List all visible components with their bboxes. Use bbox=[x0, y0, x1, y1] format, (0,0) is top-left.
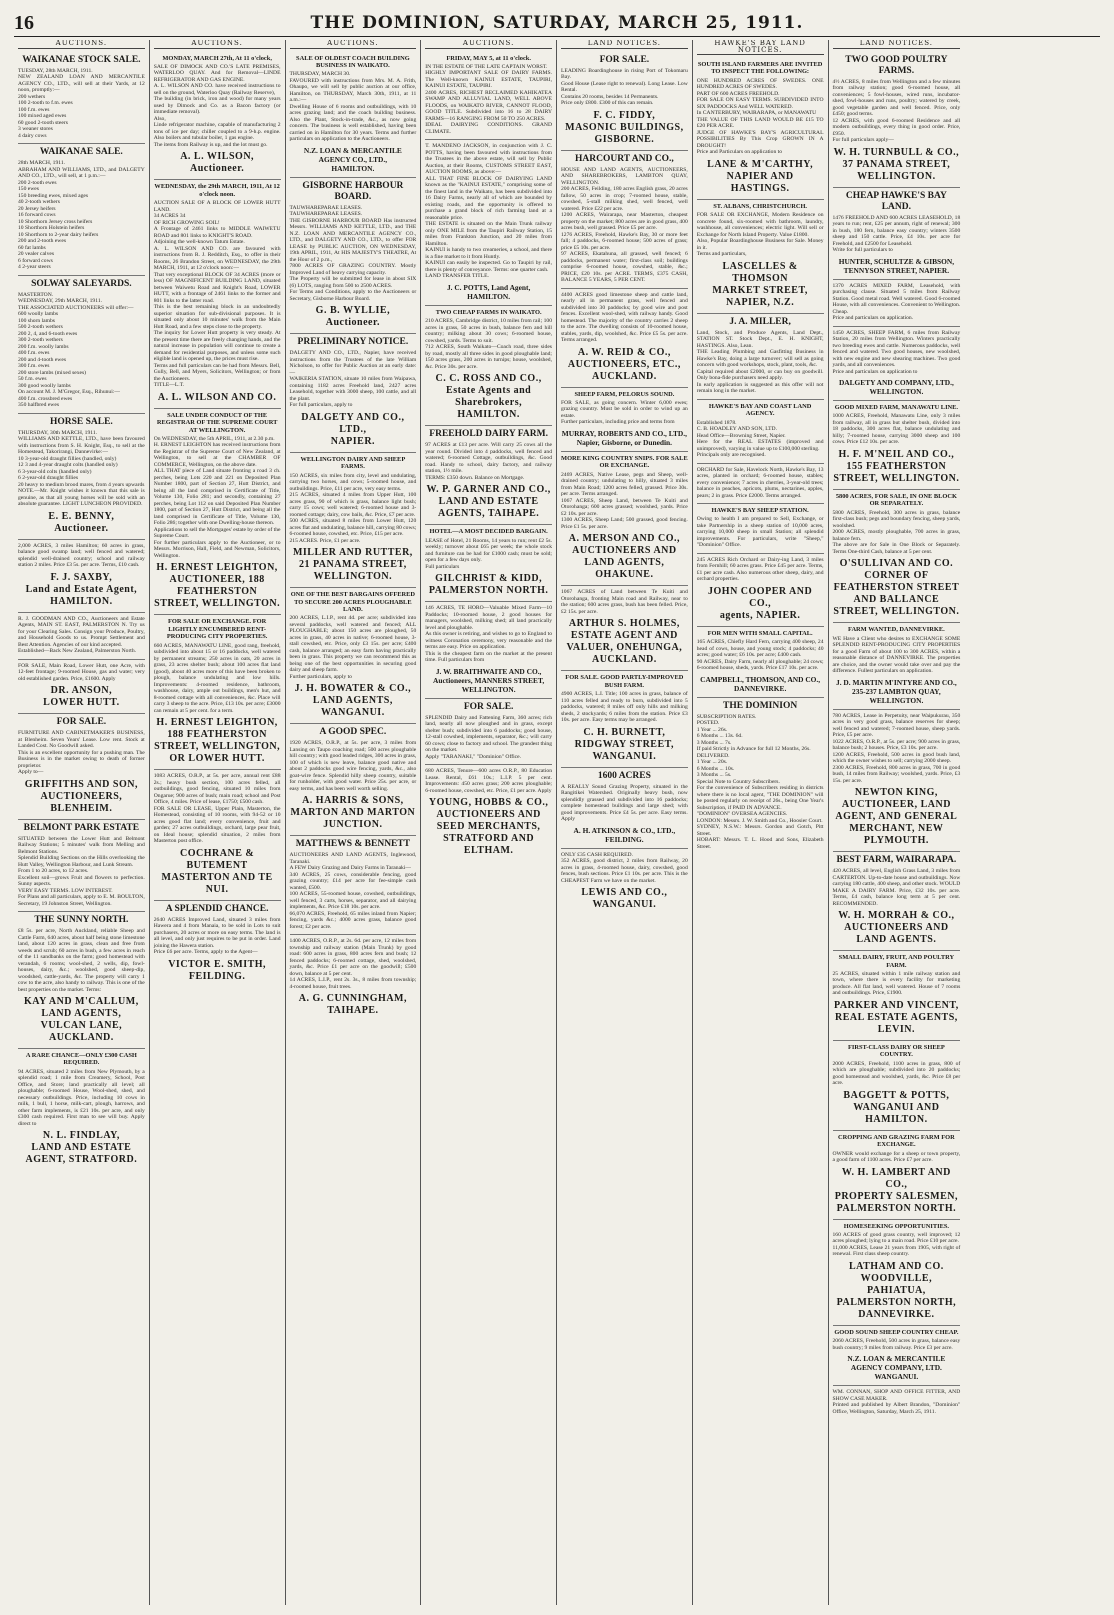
ad-body: ORCHARD for Sale, Havelock North, Hawke's Bay, 13 acres, planted in orchard; 6-roomed house, stables; every convenience; 7 acres in cherries, 3-year-old trees; balance in peaches, apricots, plums, nectarines, apples, pears; 2 in grass. Price £2000. Terms arranged. bbox=[696, 466, 824, 499]
advertiser-name: KAY AND M'CALLUM, LAND AGENTS, VULCAN LANE, AUCKLAND. bbox=[24, 996, 139, 1043]
advertisement bbox=[18, 820, 145, 913]
ad-body: ONLY £35 CASH REQUIRED. 352 ACRES, good district, 2 miles from Railway, 20 acres in grass, 4-roomed house, dairy, cowshed, good fences, bush sections. Price £1 10s. per acre. This is the CHEAPEST Farm we have on the market. bbox=[561, 851, 688, 884]
ad-body: LEASE of Hotel, 21 Rooms, 14 years to run; rent £2 5s. weekly; turnover about £65 per week; the whole stock and furniture can be had for £1000 cash; must be sold; open for a few days only. Full particulars bbox=[425, 537, 552, 570]
ad-heading: SHEEP FARM, PELORUS SOUND. bbox=[574, 390, 675, 398]
ad-body: MASTERTON. WEDNESDAY, 29th MARCH, 1911. THE ASSOCIATED AUCTIONEERS will offer:— 600 woolly lambs 100 shorn lambs 500 2-tooth wethers 200 2, 4, and 6-tooth ewes 300 2-tooth wethers 200 f.m. woolly lambs 400 f.m. ewes 200 and 4-tooth ewes 300 f.m. ewes 200 store lambs (mixed sexes) 50 f.m. ewes 300 good woolly lambs On account M. J. M'Gregor, Esq., Rihunui:— 400 f.m. crossbred ewes 350 halfbred ewes bbox=[18, 291, 134, 408]
column-6 bbox=[693, 40, 829, 1605]
advertisement bbox=[425, 699, 552, 766]
advertiser-name: N.Z. LOAN & MERCANTILE AGENCY COMPANY, LTD. WANGANUI. bbox=[847, 1354, 946, 1382]
advertisement bbox=[154, 615, 281, 770]
advertiser-name: DALGETY AND CO., LTD., NAPIER. bbox=[301, 411, 405, 447]
masthead bbox=[14, 10, 1100, 37]
advertiser-name: PARKER AND VINCENT, REAL ESTATE AGENTS, LEVIN. bbox=[833, 999, 959, 1035]
ad-body: A REALLY Sound Grazing Property, situated in the Rangitikei Watershed. Originally heavy bush, now splendidly grassed and subdivided into 16 paddocks; complete homestead buildings and large shed; with good improvements. Price £4 5s. per acre. Easy terms. Apply bbox=[561, 783, 688, 823]
ad-heading: GOOD SOUND SHEEP COUNTRY CHEAP. bbox=[834, 1328, 959, 1336]
ad-body: THURSDAY, MARCH 30. FAVOURED with instructions from Mrs. M. A. Frith, Ohaupo, we will sell by public auction at our office, Hamilton, on THURSDAY, March 30th, 1911, at 11 a.m.:— Dwelling House of 6 rooms and outbuildings, with 10 acres grazing land; and the coach building business. Also the Plant, Stock-in-trade, &c., as now going concern. The business is well established, having been carried on in Hamilton for 30 years. Terms and further particulars on application to the Auctioneers. bbox=[289, 71, 417, 143]
ad-body: 1370 ACRES MIXED FARM, Leasehold, with purchasing clause. Situated 5 miles from Railway Station. Good metal road. Well watered. Good 6-roomed House, with all conveniences. Convenient to Wellington. Cheap. Price and particulars on application. bbox=[832, 282, 961, 321]
advertisement bbox=[833, 1386, 961, 1419]
advertisement bbox=[425, 765, 552, 861]
advertisement bbox=[833, 52, 961, 188]
ad-body: 5800 ACRES, Freehold, 300 acres in grass, balance first-class bush; pegs and boundary fencing, sheep yards, woolshed. 2000 ACRES, mostly ploughable, 700 acres in grass, balance fern. The above are for Sale in One Block or Separately. Terms One-third Cash, balance at 5 per cent. bbox=[832, 509, 961, 555]
ad-body: 4400 ACRES good limestone sheep and cattle land, nearly all in permanent grass, well fenced and subdivided into 30 paddocks; by good wire and post fences. Excellent wool-shed, with railway handy. Good homestead. The majority of the country carries 2 sheep to the acre. The dwelling consists of 10-roomed house, stables, yards, dip, woolshed, &c. Price £5 5s. per acre. Terms arranged. bbox=[561, 291, 688, 343]
advertiser-name: LASCELLES & THOMSON MARKET STREET, NAPIER, N.Z. bbox=[712, 260, 808, 308]
ad-body: Land, Stock, and Produce Agents, Land Dept., STATION ST. Stock Dept., E. H. KNIGHT, HASTINGS. Also, Lean. THE Leading Plumbing and Gasfitting Business in Hawke's Bay, doing a large turnover; will sell as going concern with good workshops, stock, plant, tools, &c. Capital required about £2000, or can buy on goodwill. Only bona-fide purchasers need apply. In early application is suggested as this offer will not remain long in the market. bbox=[696, 329, 824, 395]
advertisement bbox=[833, 1041, 961, 1131]
ad-body: FOR SALE, Main Road, Lower Hutt, one Acre, with 12-feet frontage; 9-roomed House, gas and water; very old established garden. Price, £1600. Apply bbox=[18, 662, 145, 682]
ad-heading: HOMESEEKING OPPORTUNITIES. bbox=[843, 1222, 949, 1230]
advertiser-name: COCHRANE & BUTEMENT MASTERTON AND TE NUI. bbox=[161, 847, 273, 895]
advertiser-name: H. F. M'NEIL AND CO., 155 FEATHERSTON STREET, WELLINGTON. bbox=[833, 448, 960, 484]
ad-heading: SOUTH ISLAND FARMERS ARE INVITED TO INSPECT THE FOLLOWING: bbox=[697, 61, 823, 76]
advertisement bbox=[697, 58, 824, 200]
ad-heading: SALE UNDER CONDUCT OF THE REGISTRAR OF THE SUPREME COURT AT WELLINGTON. bbox=[156, 411, 278, 434]
ad-heading: WAIKANAE STOCK SALE. bbox=[22, 54, 141, 65]
column-4 bbox=[421, 40, 557, 1605]
advertisement bbox=[833, 1220, 961, 1326]
advertiser-name: F. C. FIDDY, MASONIC BUILDINGS, GISBORNE. bbox=[565, 109, 684, 145]
advertisement bbox=[833, 623, 961, 709]
advertisement bbox=[697, 698, 824, 855]
ad-heading: HAWKE'S BAY SHEEP STATION. bbox=[711, 507, 809, 515]
ad-heading: CHEAP HAWKE'S BAY LAND. bbox=[845, 190, 947, 212]
advertisement bbox=[425, 525, 552, 602]
ad-heading: GISBORNE HARBOUR BOARD. bbox=[302, 180, 404, 202]
advertisement bbox=[833, 1131, 961, 1220]
ad-heading: HOTEL—A MOST DECIDED BARGAIN. bbox=[429, 528, 548, 536]
advertisement bbox=[154, 409, 281, 616]
ad-heading: MATTHEWS & BENNETT bbox=[295, 839, 411, 850]
advertiser-name: W. H. TURNBULL & CO., 37 PANAMA STREET, WELLINGTON. bbox=[833, 146, 960, 182]
ad-heading: A GOOD SPEC. bbox=[319, 727, 387, 738]
ad-body: 680 ACRES, Tenure—600 acres O.R.P., 80 Education Lease. Rental, £61 10s.; L.I.P. 5 per cent. Improvements: 450 acres grass; 200 acres ploughable; 6-roomed house, cowshed, etc. Price, £1 per acre. Apply bbox=[425, 768, 552, 794]
ad-body: 4900 ACRES, L.I. Title; 100 acres in grass, balance of 110 acres felled and ready to burn, subdivided into 5 paddocks, watered; 8 miles off only hills and milking sheds, 2 stockyards; 6 miles from the station. Price £3 10s. per acre. Easy terms may be arranged. bbox=[561, 691, 688, 724]
advertisement bbox=[697, 627, 824, 698]
advertisement bbox=[561, 768, 688, 849]
advertiser-name: A. L. WILSON AND CO. bbox=[157, 391, 277, 403]
ad-body: AUCTION SALE OF A BLOCK OF LOWER HUTT LAND. 34 ACRES 34 OF RICH GROWING SOIL! A Frontage of 2461 links to MIDDLE WAIWETU ROAD and 801 links to KNIGHT'S ROAD. Adjoining the well-known Tatum Estate. A. L. WILSON AND CO. are favoured with instructions from R. J. Redditch, Esq., to offer in their Rooms, 26 Brandon Street, on WEDNESDAY, the 29th MARCH, 1911, at 12 o'clock noon:— That very exceptional BLOCK OF 34 ACRES (more or less) OF MAGNIFICENT BUILDING LAND, situated between Waiwetu Road and Knight's Road, LOWER HUTT, with a frontage of 2461 links to the former and 801 links to the latter road. This is the best remaining block in an undoubtedly superior situation for sub-divisional purposes. It is situated only about 10 minutes' walk from the Main Hutt Road, and a few steps close to the property. The inquiry for Lower Hutt property is very steady. At the present time there are freely changing hands, and the natural increase in population will continue to create a demand for residential purposes, and unless some such eligible land is opened up, the prices must rise. Terms and full particulars can be had from Messrs. Bell, Gully, Bell, and Myers, Solicitors, Wellington; or from the Auctioneers. TITLE—L.T. bbox=[153, 200, 281, 389]
ad-body: 160 ACRES of good grass country, well improved; 12 acres ploughed; lying to a main road. Price £10 per acre. 11,000 ACRES, Lease 21 years from 1905, with right of renewal. First class sheep country. bbox=[832, 1231, 961, 1258]
ad-body: 1083 ACRES, O.R.P., at 5s. per acre, annual rent £88 2s.; heavy bush section, 100 acres felled, all outbuildings, good fencing, situated 10 miles from Ongarue; 900 acres of bush; main road; school and Post Office, 4 miles. Price of lease, £1750; £500 cash. FOR SALE OR LEASE, Upper Plain, Masterton, the Homestead, consisting of 10 rooms, with 94-52 or 10 acres good flat land; every convenience, fruit and garden; 27 acres outbuildings, orchard, large pear fruit, on Ideal house; splendid situation, 2 miles from Masterton post office. bbox=[153, 773, 281, 845]
ad-body: 97 ACRES at £13 per acre. Will carry 25 cows all the year round. Divided into 4 paddocks, well fenced and watered; 6-roomed Cottage, outbuildings, &c. Good road. Handy to school, dairy factory, and railway station, 1½ mile. TERMS: £350 down. Balance on Mortgage. bbox=[425, 442, 552, 481]
ad-body: 1400 ACRES, O.R.P., at 2s. 6d. per acre, 12 miles from township and railway station (Main Trunk) by good road: 600 acres in grass, 800 acres fern and bush; 12 fenced paddocks; 6-roomed cottage, shed, woolshed, yards, &c. Price £1 per acre on the goodwill; £500 down, balance at 5 per cent. 14 ACRES, L.I.P., rent 2s. 3s., 8 miles from township; 4-roomed house, fruit trees. bbox=[289, 938, 417, 990]
advertisement bbox=[697, 464, 824, 505]
ad-body: 25 ACRES, situated within 1 mile railway station and town, where there is every facility for marketing produce. All flat land, well watered. House of 7 rooms and outbuildings. Price, £1900. bbox=[832, 970, 961, 997]
advertisement bbox=[833, 951, 961, 1041]
ad-body: 210 ACRES, Cambridge district, 10 miles from rail; 100 acres in grass, 50 acres in bush, balance fern and hill country; milking about 30 cows; 6-roomed house, cowshed, yards. Terms to suit. 712 ACRES, South Waikato—Coach road, three sides by road, mostly all three sides in good ploughable land; 150 acres grass, 200 acres in turnips; house, woolshed, &c. Price 30s. per acre. bbox=[425, 318, 552, 370]
advertisement bbox=[18, 714, 145, 820]
ad-heading: GOOD MIXED FARM, MANAWATU LINE. bbox=[834, 404, 959, 411]
ad-heading: THE SUNNY NORTH. bbox=[34, 915, 129, 925]
advertiser-name: E. E. BENNY, Auctioneer. bbox=[48, 510, 115, 534]
ad-body: THURSDAY, 30th MARCH, 1911. WILLIAMS AND KETTLE, LTD., have been favoured with instructions from S. H. Knight, Esq., to sell at the Homestead, Takorirangi, Dannevirke:— 10 3-year-old draught fillies (handled, only) 12 3 and 4-year draught colts (handled only) 6 3-year-old colts (handled only) 6 2-year-old draught fillies 20 heavy to medium brood mares, from 4 years upwards NOTE.—Mr. Knight wishes it known that this sale is genuine, as that all young horses will be sold with an absolute guarantee. LIGHT LUNCHEON PROVIDED. bbox=[18, 429, 145, 507]
advertiser-name: A. HARRIS & SONS, MARTON AND MARTON JUNCTION. bbox=[290, 795, 416, 831]
advertisement bbox=[425, 140, 552, 306]
ad-body: 780 ACRES, Lease in Perpetuity, near Waipukurau, 350 acres in very good grass, balance reserves for sheep; well fenced and watered; 7-roomed house, sheep yards. Price, £5 per acre. 1022 ACRES, O.R.P., at 5s. per acre; 900 acres in grass, balance bush; 2 houses. Price, £3 10s. per acre. 1200 ACRES, Freehold, 500 acres in good bush land, which the owner wishes to sell; carrying 2000 sheep. 2300 ACRES, Freehold, 800 acres in grass, 700 in good bush, 14 miles from Railway; woolshed, yards. Price, £3 15s. per acre. bbox=[832, 712, 961, 784]
section-heading: LAND NOTICES. bbox=[833, 40, 961, 49]
advertisement bbox=[833, 490, 961, 623]
section-heading: AUCTIONS. bbox=[18, 40, 145, 49]
advertiser-name: A. H. ATKINSON & CO., LTD., FEILDING. bbox=[573, 825, 676, 844]
section-heading: LAND NOTICES. bbox=[561, 40, 688, 49]
column-2 bbox=[150, 40, 286, 1605]
ad-body: OWNER would exchange for a sheep or town property, a good farm of 1100 acres. Price £7 per acre. bbox=[832, 1150, 961, 1164]
advertiser-name: YOUNG, HOBBS & CO., AUCTIONEERS AND SEED MERCHANTS, STRATFORD AND ELTHAM. bbox=[428, 797, 549, 857]
ad-body: £8 5s. per acre, North Auckland, reliable Sheep and Cattle Farm, 640 acres, about half being stone limestone land, about 120 acres in grass, clean and free from weeds and scrub; 60 acres in bush, a few acres in reach of the 11 sandbanks on the farm; good homestead with verandah, 6 rooms; wool-shed, 2 wells, dip, fowl-houses, dairy, &c.; woolshed, good sheep-dip, woodshed, cattle-yards, &c. The property will carry 1 cow to the acre, also handy to railway. This is one of the best properties on the market. Terms: bbox=[18, 928, 145, 993]
ad-body: 660 ACRES, MANAWATU LINE, good rang, freehold, subdivided into about 15 or 16 paddocks, well watered by permanent streams; 250 acres in oats, 20 acres in grass, 23 acres shelter bush; about 100 acres flat land (good), about 40 acres more of this have been broken to plough, balance undulating and low hills. Improvements: 4-roomed residence, bathroom, washhouse, dairy, ample out buildings, men's hut, and 8-roomed cottage with all conveniences, &c. Place will carry 3 sheep to the acre. Price, £13 10s. per acre; £3000 can remain at 5 per cent. for a term. bbox=[153, 642, 281, 714]
advertisement bbox=[561, 586, 688, 671]
column-1 bbox=[14, 40, 150, 1605]
ad-heading: FARM WANTED, DANNEVIRKE. bbox=[848, 626, 945, 634]
advertisement bbox=[425, 52, 552, 141]
ad-body: 1067 ACRES of Land between Te Kuiti and Otorohanga, fronting Main road and Railway, near to the station; 600 acres grass, bush has been felled. Price, £2 15s. per acre. bbox=[561, 589, 688, 615]
advertiser-name: A. MERSON AND CO., AUCTIONEERS AND LAND AGENTS, OHAKUNE. bbox=[568, 533, 680, 581]
advertiser-name: NEWTON KING, AUCTIONEER, LAND AGENT, AND GENERAL MERCHANT, NEW PLYMOUTH. bbox=[835, 787, 958, 847]
ad-body: 2000 ACRES, Freehold, 1100 acres in grass, 800 of which are ploughable; subdivided into 20 paddocks; good homestead and woolshed, yards, &c. Price £8 per acre. bbox=[832, 1060, 961, 1087]
ad-heading: SOLWAY SALEYARDS. bbox=[31, 278, 132, 289]
advertiser-name: H. ERNEST LEIGHTON, AUCTIONEER, 188 FEATHERSTON STREET, WELLINGTON. bbox=[154, 562, 281, 610]
ad-body: 2,000 ACRES, 3 miles Hamilton; 60 acres in grass, balance good swamp land; well fenced and watered; splendid well-drained country; school and railway station 2 miles. Price £3 5s. per acre. Terms, £10 cash. bbox=[18, 542, 145, 568]
advertisement bbox=[561, 388, 688, 452]
ad-heading: J. A. MILLER, bbox=[729, 316, 791, 327]
ad-heading: MORE KING COUNTRY SNIPS. FOR SALE OR EXCHANGE. bbox=[561, 454, 688, 470]
ad-body: 2469 ACRES, Native Lease, pegs and Sheep, well-drained country; undulating to hilly, situated 3 miles from Main Road; 1200 acres felled, grassed. Price 30s. per acre. Terms arranged. 1067 ACRES, Sheep Land, between Te Kuiti and Otorohanga; 600 acres grassed; woolshed, yards. Price £2 10s. per acre. 1300 ACRES, Sheep Land; 500 grassed, good fencing. Price £1 5s. per acre. bbox=[561, 471, 688, 530]
ad-body: FURNITURE AND CABINETMAKER'S BUSINESS, at Blenheim. Seven Years' Lease. Low rent. Stock at Landed Cost. No Goodwill asked. This is an excellent opportunity for a pushing man. The Business is in the market owing to death of former proprietor. Apply to— bbox=[18, 730, 145, 775]
advertisement bbox=[154, 770, 281, 901]
ad-heading: HORSE SALE. bbox=[49, 416, 113, 427]
ad-heading: CROPPING AND GRAZING FARM FOR EXCHANGE. bbox=[838, 1133, 955, 1149]
advertisement bbox=[561, 849, 688, 916]
ad-body: 4½ ACRES, 8 miles from Wellington and a few minutes from railway station; good 6-roomed house, all conveniences; 5 fowl-houses, wired runs, incubator-shed, fowl-houses and runs, poultry; watered by creek, good vegetable garden and well fenced. Price, only £450; good terms. 12 ACRES, with good 6-roomed Residence and all modern outbuildings, every thing in good order. Price, £950. For full particulars apply— bbox=[832, 78, 961, 143]
ad-heading: WAIKANAE SALE. bbox=[39, 147, 123, 157]
advertiser-name: BAGGETT & POTTS, WANGANUI AND HAMILTON. bbox=[843, 1089, 950, 1125]
ad-body: SITUATED between the Lower Hutt and Belmont Railway Stations; 5 minutes' walk from Melling and Belmont Stations. Splendid Building Sections on the Hills overlooking the Hutt Valley, Wellington Harbour, and Lunk Stream. From 1 to 20 acres, to 12 acres. Excellent soil—grows Fruit and flowers to perfection. Sunny aspects. VERY EASY TERMS. LOW INTEREST. For Plans and all particulars, apply to E. M. BOULTON, Secretary, 19 Johnston Street, Wellington. bbox=[18, 835, 145, 907]
ad-body: WE Have a Client who desires to EXCHANGE SOME SPLENDID RENT-PRODUCING CITY PROPERTIES for a good Farm of about 100 to 300 ACRES, within a reasonable distance of DANNEVIRKE. The properties are choice, and the owner would take over and pay the difference. Fullest particulars on application. bbox=[832, 635, 961, 675]
advertiser-name: J. C. POTTS, Land Agent, HAMILTON. bbox=[446, 282, 531, 301]
advertiser-name: DALGETY AND COMPANY, LTD., WELLINGTON. bbox=[838, 378, 954, 396]
advertisement bbox=[18, 1049, 145, 1170]
ad-heading: MONDAY, MARCH 27th, At 11 o'clock, bbox=[162, 54, 272, 62]
advertisement bbox=[290, 588, 417, 724]
section-heading: HAWKE'S BAY LAND NOTICES. bbox=[697, 40, 824, 55]
advertisement bbox=[290, 836, 417, 935]
ad-heading: FOR MEN WITH SMALL CAPITAL. bbox=[707, 629, 813, 637]
advertisement bbox=[290, 724, 417, 836]
advertiser-name: O'SULLIVAN AND CO. CORNER OF FEATHERSTON STREET AND BALLANCE STREET, WELLINGTON. bbox=[833, 558, 960, 618]
ad-heading: FOR SALE. bbox=[599, 54, 650, 65]
advertiser-name: W. H. LAMBERT AND CO., PROPERTY SALESMEN, PALMERSTON NORTH. bbox=[834, 1166, 959, 1214]
ad-heading: FOR SALE. bbox=[463, 701, 514, 712]
ad-heading: BEST FARM, WAIRARAPA. bbox=[836, 855, 957, 866]
ad-body: 2640 ACRES Improved Land, situated 3 miles from Hawera and 4 from Manaia, to be sold in Lots to suit purchasers, 20 acres or more on easy terms. The land is all level, and only just requires to be put in order. Land joining the Hawera station. Price £6 per acre. Terms, apply to the Agent— bbox=[153, 916, 281, 956]
advertiser-name: MILLER AND RUTTER, 21 PANAMA STREET, WELLINGTON. bbox=[292, 547, 413, 583]
advertiser-name: G. B. WYLLIE, Auctioneer. bbox=[315, 305, 391, 329]
advertiser-name: J. W. BRAITHWAITE AND CO., Auctioneers, MANNERS STREET, WELLINGTON. bbox=[433, 666, 545, 694]
advertiser-name: VICTOR E. SMITH, FEILDING. bbox=[168, 958, 267, 982]
advertiser-name: HUNTER, SCHULTZE & GIBSON, TENNYSON STREET, NAPIER. bbox=[838, 256, 955, 275]
ad-heading: A RARE CHANCE—ONLY £300 CASH REQUIRED. bbox=[25, 1052, 137, 1067]
advertiser-name: C. C. ROSS AND CO., Estate Agents and Sharebrokers, HAMILTON. bbox=[435, 373, 542, 421]
advertisement bbox=[290, 178, 417, 335]
ad-body: Owing to health I am prepared to Sell, Exchange, or take Partnership in a sheep station of 10,000 acres, carrying 10,000 sheep in small Station; all splendid improvements. For particulars, write "Sheep," "Dominion" Office. bbox=[696, 516, 824, 549]
advertisement bbox=[18, 144, 145, 276]
advertiser-name: DR. ANSON, LOWER HUTT. bbox=[43, 685, 120, 708]
advertisement bbox=[290, 52, 417, 178]
advertisement bbox=[154, 52, 281, 181]
advertisement bbox=[833, 188, 961, 280]
ad-heading: SMALL DAIRY, FRUIT, AND POULTRY FARM. bbox=[838, 954, 955, 969]
ad-body: WM. CONNAN, SHOP AND OFFICE FITTER, AND SHOW CASE MAKER. Printed and published by Albert Brandon, "Dominion" Office, Wellington, Saturday, March 25, 1911. bbox=[832, 1389, 961, 1415]
ad-heading: TWO GOOD POULTRY FARMS. bbox=[845, 54, 948, 76]
advertisement bbox=[18, 276, 145, 414]
ad-heading: FOR SALE. bbox=[56, 717, 107, 727]
ad-body: 245 ACRES Rich Orchard or Dairy-ing Land, 3 miles from Fernhill; 60 acres grass. Price £45 per acre. Terms, £1 per acre cash. Also numerous other sheep, dairy, and orchard properties. bbox=[696, 556, 824, 583]
section-heading: AUCTIONS. bbox=[425, 40, 552, 49]
ad-body: ONE HUNDRED ACRES OF SWEDES. ONE HUNDRED ACRES OF SWEDES. PART OF 600 ACRES FREEHOLD. FOR SALE ON EASY TERMS. SUBDIVIDED INTO SIX PADDOCKS And WELL WATERED. In CANTERBURY, WAIRARAPA, or MANAWATU THE VALUE OF THIS LAND WOULD BE £15 TO £20 PER ACRE. JUDGE OF HAWKE'S BAY'S AGRICULTURAL POSSIBILITIES By This Crop GROWN IN A DROUGHT! Price and Particulars on application to bbox=[696, 77, 824, 156]
ad-heading: A SPLENDID CHANCE. bbox=[165, 903, 269, 914]
columns bbox=[14, 40, 1100, 1605]
ad-body: 1476 FREEHOLD AND 600 ACRES LEASEHOLD, 18 years to run; rent, £25 per annum, right of renewal; 300 in bush, 180 fern, balance easy country; winters 3500 sheep and 150 cattle. Price, £4 10s. per acre for Freehold, and £2500 for Leasehold. Write for full particulars to bbox=[832, 214, 961, 253]
ad-body: HOUSE AND LAND AGENTS, AUCTIONEERS, AND SHAREBROKERS, LAMBTON QUAY, WELLINGTON. 200 ACRES, Feilding, 180 acres English grass, 20 acres fallow, 50 acres in crop; 7-roomed house, stable, cowshed, 5-stall milking shed, well fenced, well watered. Price £22 per acre. 1200 ACRES, Wairarapa, near Masterton, cheapest property on the market; 800 acres are in good grass, 400 acres bush, well grassed. Price £5 per acre. 1276 ACRES, Freehold, Hawke's Bay, 30 or more feet fall; 4 paddocks, 6-roomed house; 500 acres of grass; price £5 10s. per acre. 97 ACRES, Ekatahuna, all grassed, well fenced; 6 paddocks, permanent water; first-class soil; buildings comprise 6-roomed house, cowshed, stable, &c.; PRICE, £20 10s. per ACRE. TERMS, £375 CASH, BALANCE 5 YEARS, 5 PER CENT. bbox=[561, 166, 688, 283]
advertisement bbox=[833, 280, 961, 327]
advertisement bbox=[697, 200, 824, 314]
advertisement bbox=[18, 613, 145, 660]
advertisement bbox=[290, 334, 417, 453]
advertisement bbox=[833, 1326, 961, 1386]
advertisement bbox=[697, 314, 824, 400]
section-heading: AUCTIONS. bbox=[290, 40, 417, 49]
ad-body: TAUWHAREPARAE LEASES. TAUWHAREPARAE LEASES. THE GISBORNE HARBOUR BOARD Has instructed Messrs. WILLIAMS AND KETTLE, LTD., and THE N.Z. LOAN AND MERCANTILE AGENCY CO., LTD., and DALGETY AND CO., LTD., to offer FOR LEASE by PUBLIC AUCTION, ON WEDNESDAY, 19th APRIL, 1911, At HIS MAJESTY'S THEATRE, At the Hour of 2 p.m., 7800 ACRES OF GRAZING COUNTRY. Mostly Improved Land of heavy carrying capacity. The Property will be submitted for lease in about SIX (6) LOTS, ranging from 500 to 2500 ACRES. For Terms and Conditions, apply to the Auctioneers or Secretary, Gisborne Harbour Board. bbox=[289, 204, 417, 302]
ad-body: TUESDAY, 28th MARCH, 1911. NEW ZEALAND LOAN AND MERCANTILE AGENCY CO., LTD., will sell at their Yards, at 12 noon, promptly:— 200 wethers 100 2-tooth to f.m. ewes 100 f.m. ewes 100 mixed aged ewes 60 good 2-tooth steers 3 weaner stores 4 dairy cows bbox=[18, 67, 145, 139]
ad-body: DALGETY AND CO., LTD., Napier, have received instructions from the Trustees of the late William Nicholson, to offer for Public Auction at an early date:— WAIKERIA STATION, situate 10 miles from Waipawa, containing 1182 acres Freehold land, 2427 acres Leasehold, together with 3000 sheep, 100 cattle, and all the plant. For full particulars, apply to bbox=[289, 350, 417, 409]
ad-body: 28th MARCH, 1911. ABRAHAM AND WILLIAMS, LTD., and DALGETY AND CO., LTD., will sell, at 1 p.m.:— 200 2-tooth ewes 150 ewes 150 breeding ewes, mixed ages 40 2-tooth wethers 20 Jersey heifers 16 forward cows 10 Shorthorn Jersey cross heifers 10 Shorthorn Holstein heifers 10 Shorthorn to 2-year dairy heifers 200 and 2-tooth ewes 60 fat lambs 20 vealer calves 6 forward cows 4 2-year steers bbox=[18, 160, 145, 270]
ad-body: LEADING Boardinghouse in rising Port of Tokomaru Bay. Good House (Lease right to renewal). Long Lease. Low Rental. Contains 20 rooms, besides 14 Permanents. Price only £800. £300 of this can remain. bbox=[561, 67, 688, 106]
ad-body: Established 1878. C. B. HOADLEY AND SON, LTD. Head Office—Browning Street, Napier. Here for the REAL ESTATES (improved and unimproved), varying in value up to £100,000 sterling. Principals only are recognised. bbox=[696, 419, 824, 459]
advertisement bbox=[561, 52, 688, 151]
advertisement bbox=[425, 426, 552, 525]
page-number: 16 bbox=[14, 11, 34, 34]
advertiser-name: N.Z. LOAN & MERCANTILE AGENCY CO., LTD., HAMILTON. bbox=[303, 145, 402, 173]
advertisement bbox=[833, 710, 961, 853]
ad-heading: WELLINGTON DAIRY AND SHEEP FARMS. bbox=[300, 455, 406, 471]
advertiser-name: LEWIS AND CO., WANGANUI. bbox=[581, 887, 668, 911]
advertisement bbox=[18, 52, 145, 145]
advertiser-name: MURRAY, ROBERTS AND CO., LTD., Napier, Gisborne, or Dunedin. bbox=[561, 428, 687, 447]
advertiser-name: J. D. MARTIN M'INTYRE AND CO., 235-237 LAMBTON QUAY, WELLINGTON. bbox=[836, 677, 957, 705]
advertiser-name: ARTHUR S. HOLMES, ESTATE AGENT AND VALUER, ONEHUNGA, AUCKLAND. bbox=[566, 618, 683, 666]
column-5 bbox=[557, 40, 693, 1605]
ad-heading: 1600 ACRES bbox=[597, 770, 651, 781]
advertisement bbox=[154, 901, 281, 987]
ad-heading: BELMONT PARK ESTATE bbox=[23, 822, 140, 833]
ad-body: 94 ACRES, situated 2 miles from New Plymouth, by a splendid road; 1 mile from Creamery, School, Post Office, and Store; land practically all level; all ploughable; 6-roomed House, Wool-shed, shed, and necessary outbuildings. Price, including 10 cows in milk, 1 bull, 1 horse, milk-cart, plough, harrows, and other farm implements, is £21 10s. per acre, and only £300 cash required. First man to see will buy. Apply direct to bbox=[18, 1068, 145, 1127]
advertiser-name: LANE & M'CARTHY, NAPIER AND HASTINGS. bbox=[707, 158, 814, 194]
advertiser-name: C. H. BURNETT, RIDGWAY STREET, WANGANUI. bbox=[574, 726, 675, 762]
ad-heading: FRIDAY, MAY 5, at 11 o'clock. bbox=[446, 54, 531, 62]
advertiser-name: A. G. CUNNINGHAM, TAIHAPE. bbox=[298, 993, 407, 1017]
advertiser-name: W. H. MORRAH & CO., AUCTIONEERS AND LAND AGENTS. bbox=[838, 910, 955, 946]
advertiser-name: A. W. REID & CO., AUCTIONEERS, ETC., AUCKLAND. bbox=[567, 346, 681, 382]
ad-body: 2060 ACRES, Freehold, 500 acres in grass, balance easy bush country; 9 miles from railway. Price £3 per acre. bbox=[832, 1338, 961, 1351]
ad-body: AUCTIONEERS AND LAND AGENTS, Inglewood, Taranaki. A FEW Dairy Grazing and Dairy Farms in Taranaki— 340 ACRES, 25 cows, considerable fencing, good grazing country; £14 per acre for fee-simple cash wanted, £500. 100 ACRES, 55-roomed house, cowshed, outbuildings, well fenced, 3 carts, horses, separator, and all dairying implements, &c. Price £18 10s. per acre. 66,070 ACRES, Freehold, 65 miles inland from Napier; fencing, yards &c.; 4000 acres grass, balance good forest; £2 per acre. bbox=[289, 852, 417, 930]
ad-body: R. J. GOODMAN AND CO., Auctioneers and Estate Agents, MAIN ST. EAST, PALMERSTON N. Try us for your Clearing Sales. Consign your Produce, Poultry, and Household Goods to us. Prompt Settlement and Best Attention. Agencies of our kind accepted. Established—Back New Zealand, Palmerston North. bbox=[18, 615, 145, 654]
advertisement bbox=[561, 151, 688, 289]
advertiser-name: GRIFFITHS AND SON, AUCTIONEERS, BLENHEIM. bbox=[24, 778, 138, 814]
advertiser-name: LATHAM AND CO. WOODVILLE, PAHIATUA, PALMERSTON NORTH, DANNEVIRKE. bbox=[836, 1260, 957, 1320]
ad-body: T. MANDENO JACKSON, in conjunction with J. C. POTTS, having been favoured with instructions from the Trustees in the above estate, will sell by Public Auction, at their Rooms, CUSTOMS STREET EAST, AUCTION ROOMS, as above:— ALL THAT FINE BLOCK OF DAIRYING LAND known as the "KAINUI ESTATE," comprising some of the finest land in the Waikato, has been subdivided into 16 Dairy Farms, nearly all of which are bounded by existing roads, and the opportunity is offered to purchase a grand block of rich farming land at a reasonable price. THE ESTATE is situated on the Main Trunk railway only ONE MILE from the Taupiri Railway Station, 15 miles from Frankton Junction, and 20 miles from Hamilton. KAINUI is handy to two creameries, a school, and there is a fine market to it from Huntly. KAINUI can easily be inspected. Go to Taupiri by rail, there is plenty of conveyance. Terms: one quarter cash. LAND TRANSFER TITLE. bbox=[425, 143, 552, 280]
advertiser-name: JOHN COOPER AND CO., agents, NAPIER. bbox=[708, 585, 813, 621]
ad-body: IN THE ESTATE OF THE LATE CAPTAIN WORST. HIGHLY IMPORTANT SALE OF DAIRY FARMS. The Well-known KAINUI ESTATE, TAUPIRI, KAINUI ESTATE, TAUPIRI. 2400 ACRES, RICHEST RECLAIMED KAHIKATEA SWAMP AND ALLUVIAL LAND, WELL ABOVE FLOODS, on WAIKATO RIVER, CANNOT FLOOD, GOOD TITLE. Subdivided into 16 to 28 DAIRY FARMS—16 RANGING FROM 50 TO 250 ACRES. IDEAL DAIRYING CONDITIONS. GRAND CLIMATE. bbox=[425, 63, 552, 135]
ad-body: SALE OF DIMOCK AND CO.'S LATE PREMISES, WATERLOO QUAY. And for Removal—LINDE REFRIGERATOR AND GAS ENGINE. A. L. WILSON AND CO. have received instructions to sell on the ground, Waterloo Quay (Railway Reserve), The building (in brick, iron and wood) for many years used by Dimock and Co. as a Bacon factory (or immediate removal). Also, Linde refrigerator machine, capable of manufacturing 2 tons of ice per day; chiller coupled to a 9-h.p. engine. Also boilers and tubular boiler, 1 gas engine. The items from Railway is up, and the lot must go. bbox=[153, 63, 281, 148]
advertisement bbox=[290, 453, 417, 588]
advertiser-name: CAMPBELL, THOMSON, AND CO., DANNEVIRKE. bbox=[700, 674, 821, 693]
page-title: THE DOMINION, SATURDAY, MARCH 25, 1911. bbox=[310, 13, 804, 33]
ad-heading: ONE OF THE BEST BARGAINS OFFERED TO SECURE 200 ACRES PLOUGHABLE LAND. bbox=[290, 591, 416, 613]
ad-heading: FOR SALE OR EXCHANGE. FOR LIGHTLY ENCUMBERED RENT-PRODUCING CITY PROPERTIES. bbox=[166, 618, 268, 641]
ad-heading: FREEHOLD DAIRY FARM. bbox=[429, 429, 548, 440]
advertisement bbox=[18, 912, 145, 1049]
advertiser-name: J. H. BOWATER & CO., LAND AGENTS, WANGANUI. bbox=[294, 683, 412, 719]
ad-heading: SALE OF OLDEST COACH BUILDING BUSINESS IN WAIKATO. bbox=[296, 54, 410, 69]
advertiser-name: F. J. SAXBY, Land and Estate Agent, HAMILTON. bbox=[25, 571, 138, 607]
advertiser-name: W. P. GARNER AND CO., LAND AND ESTATE AGENTS, TAIHAPE. bbox=[426, 484, 551, 520]
ad-heading: 5800 ACRES, FOR SALE, IN ONE BLOCK OR SEPARATELY. bbox=[835, 492, 957, 508]
advertisement bbox=[697, 400, 824, 464]
ad-body: 146 ACRES, TE HORO—Valuable Mixed Farm—10 Paddocks; 10-roomed house, 2 good houses for managers, woolshed, milking shed; all land practically level and ploughable. As this owner is retiring, and wishes to go to England to witness Coronation ceremony, very reasonable and the terms are easy. Price on application. This is the cheapest farm on the market at the present time. Full particulars from bbox=[425, 605, 552, 664]
ad-heading: TWO CHEAP FARMS IN WAIKATO. bbox=[435, 308, 542, 316]
advertisement bbox=[833, 327, 961, 402]
ad-body: SUBSCRIPTION RATES. POSTED. 1 Year ... 26s. 6 Months ... 13s. 6d. 3 Months ... 7s. If paid Strictly in Advance for full 12 Months, 26s. DELIVERED. 1 Year ... 20s. 6 Months ... 10s. 3 Months ... 5s. Special Note to Country Subscribers. For the convenience of Subscribers residing in districts where there is no local agent, "THE DOMINION" will be posted regularly on receipt of 26s., being One Year's Subscription, if PAID IN ADVANCE. "DOMINION" OVERSEA AGENCIES. LONDON: Messrs. J. W. Smith and Co., Hoosier Court. SYDNEY, N.S.W.: Messrs. Gordon and Gotch, Pitt Street. HOBART: Messrs. T. L. Hood and Sons, Elizabeth Street. bbox=[696, 713, 824, 850]
ad-body: 200 ACRES, L.I.P., rent 4d. per acre; subdivided into several paddocks, well watered and fenced; ALL PLOUGHABLE; about 150 acres are ploughed, 50 acres in grass, 40 acres in native; 6-roomed house, 3-stall cowshed, etc. Price, only £3 15s. per acre; £400 cash, balance arranged; an easy farm having practically been in grass. This property we can recommend this as being one of the best opportunities in securing good dairy and sheep farm. Further particulars, apply to bbox=[289, 615, 417, 680]
ad-body: 420 ACRES, all level, English Grass Land, 3 miles from CARTERTON. Up-to-date house and outbuildings. Now carrying 180 cattle, 400 sheep, and other stock. WOULD MAKE A DAIRY FARM. Price, £32 10s. per acre. Terms, £4 cash, balance long term at 5 per cent. RECOMMENDED. bbox=[832, 868, 961, 907]
ad-body: SPLENDID Dairy and Fattening Farm, 360 acres; rich land, nearly all now ploughed and in grass, except shelter bush; subdivided into 6 paddocks; good house, 12-stall cowshed, implements, separator, &c.; will carry 60 cows; close to factory and school. The grandest thing on the market. Apply "TARANAKI," "Dominion" Office. bbox=[425, 714, 552, 760]
advertisement bbox=[154, 180, 281, 408]
section-heading: AUCTIONS. bbox=[154, 40, 281, 49]
column-7 bbox=[829, 40, 965, 1605]
ad-heading: FIRST-CLASS DAIRY OR SHEEP COUNTRY. bbox=[847, 1043, 945, 1059]
advertisement bbox=[290, 935, 417, 1021]
ad-body: 1920 ACRES, O.R.P., at 5s. per acre, 3 miles from Lansing on Taupo coaching road; 500 acres ploughable hill country; with good leaded ridges, 300 acres in grass, 100 of which is new leave, balance good native and about 2 paddocks good wire fencing, yards, &c., also goat-wire fence. Splendid hilly sheep country, suitable for runholder, with good water. Price 25s. per acre, or easy terms, and has been well worth selling. bbox=[289, 740, 417, 792]
advertisement bbox=[833, 401, 961, 490]
advertiser-name: N. L. FINDLAY, LAND AND ESTATE AGENT, STRATFORD. bbox=[25, 1130, 138, 1166]
ad-heading: WEDNESDAY, the 29th MARCH, 1911, At 12 o'clock noon. bbox=[154, 183, 280, 198]
column-3 bbox=[286, 40, 422, 1605]
advertisement bbox=[18, 414, 145, 540]
ad-heading: HARCOURT AND CO., bbox=[575, 153, 674, 164]
ad-heading: PRELIMINARY NOTICE. bbox=[297, 337, 409, 348]
advertisement bbox=[561, 671, 688, 767]
ad-body: 165 ACRES, Chiefly Hard Fern, carrying 400 sheep, 24 head of cows, house, and young stock; 4 paddocks; 40 acres; good water; £6 10s. per acre; £400 cash. 90 ACRES, Dairy Farm, nearly all ploughable; 24 cows; 6-roomed house, sheds, yards. Price £17 10s. per acre. bbox=[696, 639, 824, 672]
ad-body: FOR SALE, as going concern. Winter 6,000 ewes; grazing country. Must be sold in order to wind up an estate. Further particulars, including price and terms from bbox=[561, 399, 688, 426]
advertisement bbox=[425, 602, 552, 699]
advertiser-name: GILCHRIST & KIDD, PALMERSTON NORTH. bbox=[428, 573, 549, 597]
ad-body: 1450 ACRES, SHEEP FARM, 6 miles from Railway Station, 20 miles from Wellington. Winters practically two breeding ewes and cattle. Numerous paddocks, well fenced and watered. Two good houses, new woolshed, with new engine and new shearing machines. Two good yards, and all conveniences. Price and particulars on application to bbox=[832, 329, 961, 375]
advertisement bbox=[425, 306, 552, 426]
advertisement bbox=[561, 452, 688, 586]
advertisement bbox=[697, 554, 824, 627]
ad-body: On WEDNESDAY, the 5th APRIL, 1911, at 2.30 p.m. H. ERNEST LEIGHTON has received instructions from the Registrar of the Supreme Court of New Zealand, at Wellington, to sell at the CHAMBER OF COMMERCE, Wellington, on the above date. ALL THAT piece of Land situate fronting a road 3 ch. perches, being Lots 220 and 221 on Deposited Plan Number 1800, part of Section 27, Hutt District, and being all the land comprised in Certificate of Title, Volume 130, Folio 281; and secondly, containing 27 perches, being Lot 112 on said Deposited Plan Number 1800, part of Section 27, Hutt District, and being all the land comprised in Certificate of Title, Volume 130, Folio 286; together with one Dwelling-house thereon. Applications to sell the Mortgages' estate by order of the Supreme Court. For further particulars apply to the Auctioneer, or to Messrs. Morrison, Hall, Field, and Newman, Solicitors, Wellington. bbox=[153, 435, 281, 559]
ad-heading: ST. ALBANS, CHRISTCHURCH. bbox=[713, 202, 808, 210]
advertisement bbox=[697, 504, 824, 554]
advertiser-name: A. L. WILSON, Auctioneer. bbox=[180, 151, 255, 175]
ad-heading: THE DOMINION bbox=[723, 700, 798, 711]
advertisement bbox=[18, 660, 145, 715]
ad-heading: HAWKE'S BAY AND COAST LAND AGENCY. bbox=[708, 402, 812, 418]
ad-heading: FOR SALE. GOOD PARTLY-IMPROVED BUSH FARM. bbox=[565, 674, 684, 689]
advertiser-name: H. ERNEST LEIGHTON, 188 FEATHERSTON STREET, WELLINGTON, OR LOWER HUTT. bbox=[154, 717, 281, 765]
ad-body: 150 ACRES, six miles from city, level and undulating, carrying two horses, and cows; 5-roomed house, and outbuildings. Price, £11 per acre, very easy terms. 215 ACRES, situated 4 miles from Upper Hutt, 100 acres grass, 90 of which is grass, balance light bush; carry 15 cows; well watered; 6-roomed house and 3-roomed cottage; dairy, cow bails, &c. Price, £7 per acre. 500 ACRES, situated 8 miles from Lower Hutt, 120 acres flat and undulating, balance hill, carrying 80 cows; 6-roomed house, cowshed, etc. Price, £15 per acre. 215 ACRES. Price, £1 per acre. bbox=[289, 472, 417, 544]
ad-body: FOR SALE OR EXCHANGE, Modern Residence on concrete found, six-roomed with bathroom, laundry, washhouse, all conveniences; electric light. Will sell or Exchange for North Island Property. Value £1800. Also, Popular Boardinghouse Business for Sale. Money in it. Terms and particulars, bbox=[696, 212, 824, 258]
advertisement bbox=[833, 852, 961, 951]
advertisement bbox=[18, 540, 145, 613]
ad-body: 1000 ACRES, Freehold, Manawatu Line, only 3 miles from railway, all in grass but shelter bush, divided into 18 paddocks, 300 acres flat, balance undulating and hilly; 7-roomed house, carrying 3000 sheep and 100 cows. Price £12 10s. per acre. bbox=[832, 413, 961, 446]
advertisement bbox=[561, 289, 688, 388]
